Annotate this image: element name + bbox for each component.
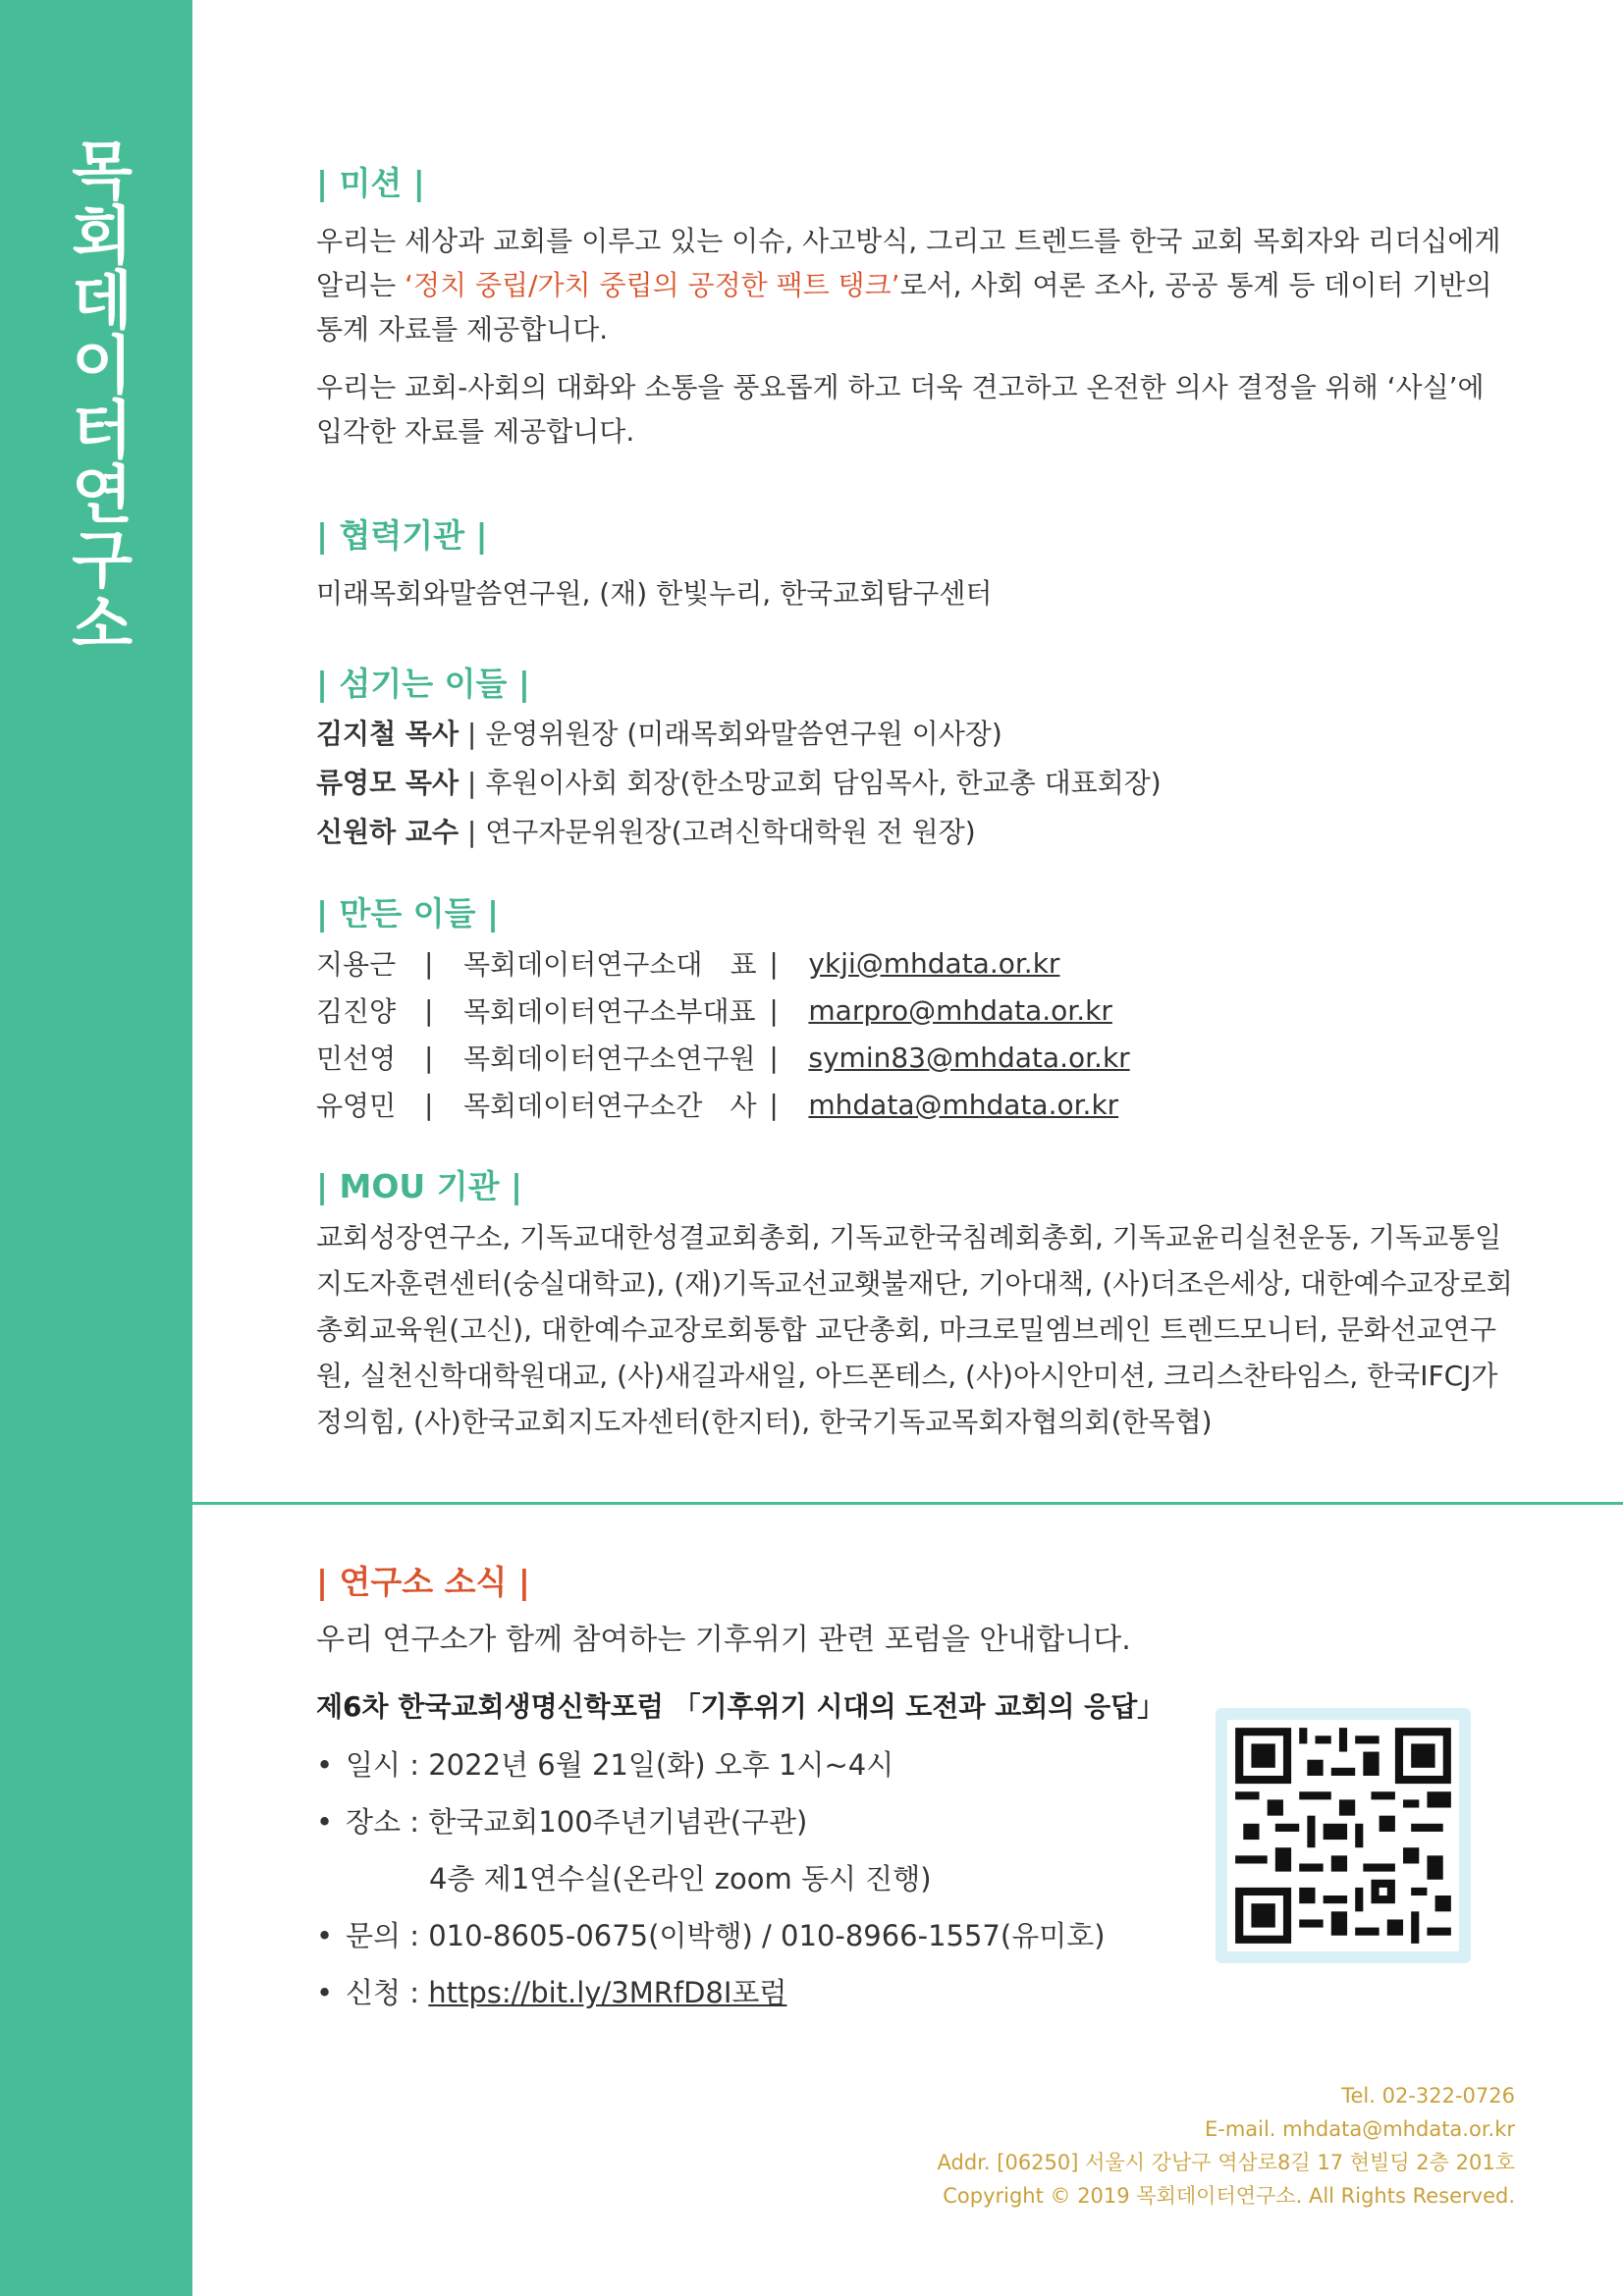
person-row	[316, 808, 1519, 857]
staff-title: 대 표	[676, 948, 757, 981]
mou-heading: | MOU 기관 |	[316, 1167, 523, 1205]
partners-heading: | 협력기관 |	[316, 516, 488, 555]
staff-name: 유영민	[316, 1090, 397, 1122]
separator: |	[769, 1088, 779, 1121]
event-place-detail: 4층 제1연수실(온라인 zoom 동시 진행)	[429, 1862, 932, 1896]
mission-section	[316, 162, 1519, 454]
section-divider	[192, 1502, 1623, 1505]
person-role: | 운영위원장 (미래목회와말씀연구원 이사장)	[459, 718, 1002, 750]
staff-name: 김진양	[316, 995, 397, 1028]
footer-email: E-mail. mhdata@mhdata.or.kr	[1204, 2117, 1515, 2141]
mou-text: 교회성장연구소, 기독교대한성결교회총회, 기독교한국침례회총회, 기독교윤리실천운동, 기독교통일지도자훈련센터(숭실대학교), (재)기독교선교횃불재단, 기아대책, (사)더조은세상, 대한예수교장로회총회교육원(고신), 대한예수교장로회통합 교단총회, 마크로밀엠브레인 트렌드모니터, 문화선교연구원, 실천신학대학원대교, (사)새길과새일, 아드폰테스, (사)아시안미션, 크리스찬타임스, 한국IFCJ가정의힘, (사)한국교회지도자센터(한지터), 한국기독교목회자협의회(한목협)	[316, 1221, 1513, 1438]
event-apply	[316, 1964, 1200, 2021]
separator: |	[769, 946, 779, 980]
person-name: 김지철 목사	[316, 718, 459, 750]
staff-name: 지용근	[316, 948, 397, 981]
mission-heading: | 미션 |	[316, 164, 425, 202]
makers-section	[316, 892, 1519, 1128]
footer-address: Addr. [06250] 서울시 강남구 역삼로8길 17 현빌딩 2층 201호	[937, 2151, 1515, 2174]
event-title: 제6차 한국교회생명신학포럼 「기후위기 시대의 도전과 교회의 응답」	[316, 1690, 1165, 1723]
main-content	[316, 162, 1519, 1445]
person-role: | 연구자문위원장(고려신학대학원 전 원장)	[459, 816, 976, 848]
mission-text: 우리는 세상과 교회를 이루고 있는 이슈, 사고방식, 그리고 트렌드를 한국 교회 목회자와 리더십에게 알리는	[316, 225, 1501, 301]
qr-code-icon	[1227, 1720, 1459, 1951]
separator: |	[424, 1041, 434, 1074]
separator: |	[424, 946, 434, 980]
partners-section	[316, 514, 1519, 615]
staff-org: 목회데이터연구소	[463, 948, 676, 981]
sidebar-title: 목회데이터연구소	[60, 137, 133, 656]
staff-email-link[interactable]: marpro@mhdata.or.kr	[808, 993, 1112, 1027]
apply-label: 신청 :	[346, 1976, 429, 2009]
mission-paragraph-1	[316, 219, 1519, 351]
sidebar	[0, 0, 192, 2296]
person-name: 류영모 목사	[316, 767, 459, 799]
staff-org: 목회데이터연구소	[463, 1090, 676, 1122]
servers-section	[316, 663, 1519, 857]
person-row	[316, 710, 1519, 759]
news-heading: | 연구소 소식 |	[316, 1563, 530, 1601]
table-row	[316, 987, 1130, 1034]
staff-title: 부대표	[676, 995, 756, 1028]
person-name: 신원하 교수	[316, 816, 459, 848]
person-role: | 후원이사회 회장(한소망교회 담임목사, 한교총 대표회장)	[459, 767, 1162, 799]
footer-copyright: Copyright © 2019 목회데이터연구소. All Rights Reserved.	[943, 2184, 1515, 2208]
servers-heading: | 섬기는 이들 |	[316, 665, 530, 703]
news-intro: 우리 연구소가 함께 참여하는 기후위기 관련 포럼을 안내합니다.	[316, 1623, 1131, 1657]
table-row	[316, 1081, 1130, 1128]
partners-text: 미래목회와말씀연구원, (재) 한빛누리, 한국교회탐구센터	[316, 577, 993, 610]
footer-tel: Tel. 02-322-0726	[1341, 2084, 1515, 2108]
event-place: • 장소 : 한국교회100주년기념관(구관)	[316, 1793, 1200, 1850]
event-date: • 일시 : 2022년 6월 21일(화) 오후 1시~4시	[316, 1736, 1200, 1793]
table-row	[316, 1034, 1130, 1081]
news-section	[316, 1561, 1200, 2021]
separator: |	[769, 993, 779, 1027]
separator: |	[769, 1041, 779, 1074]
separator: |	[424, 993, 434, 1027]
event-details	[316, 1736, 1200, 2021]
separator: |	[424, 1088, 434, 1121]
table-row	[316, 939, 1130, 987]
staff-org: 목회데이터연구소	[463, 995, 676, 1028]
fact-tank-highlight: ‘정치 중립/가치 중립의 공정한 팩트 탱크’	[405, 269, 900, 301]
mission-paragraph-2: 우리는 교회-사회의 대화와 소통을 풍요롭게 하고 더욱 견고하고 온전한 의사 결정을 위해 ‘사실’에 입각한 자료를 제공합니다.	[316, 371, 1485, 448]
makers-heading: | 만든 이들 |	[316, 894, 500, 933]
event-contact: • 문의 : 010-8605-0675(이박행) / 010-8966-1557(유미호)	[316, 1907, 1200, 1964]
staff-title: 간 사	[676, 1090, 757, 1122]
mou-section	[316, 1165, 1519, 1445]
staff-email-link[interactable]: mhdata@mhdata.or.kr	[808, 1088, 1119, 1121]
qr-code[interactable]	[1216, 1708, 1471, 1963]
apply-link[interactable]: https://bit.ly/3MRfD8I포럼	[428, 1976, 787, 2009]
staff-email-link[interactable]: symin83@mhdata.or.kr	[808, 1041, 1130, 1074]
staff-name: 민선영	[316, 1042, 397, 1075]
staff-org: 목회데이터연구소	[463, 1042, 676, 1075]
staff-table	[316, 939, 1130, 1128]
mission-text-2: 로서, 사회 여론 조사, 공공 통계 등 데이터 기반의 통계 자료를 제공합니다.	[316, 269, 1492, 346]
staff-title: 연구원	[676, 1042, 756, 1075]
staff-email-link[interactable]: ykji@mhdata.or.kr	[808, 946, 1060, 980]
footer	[938, 2079, 1515, 2213]
person-row	[316, 759, 1519, 808]
